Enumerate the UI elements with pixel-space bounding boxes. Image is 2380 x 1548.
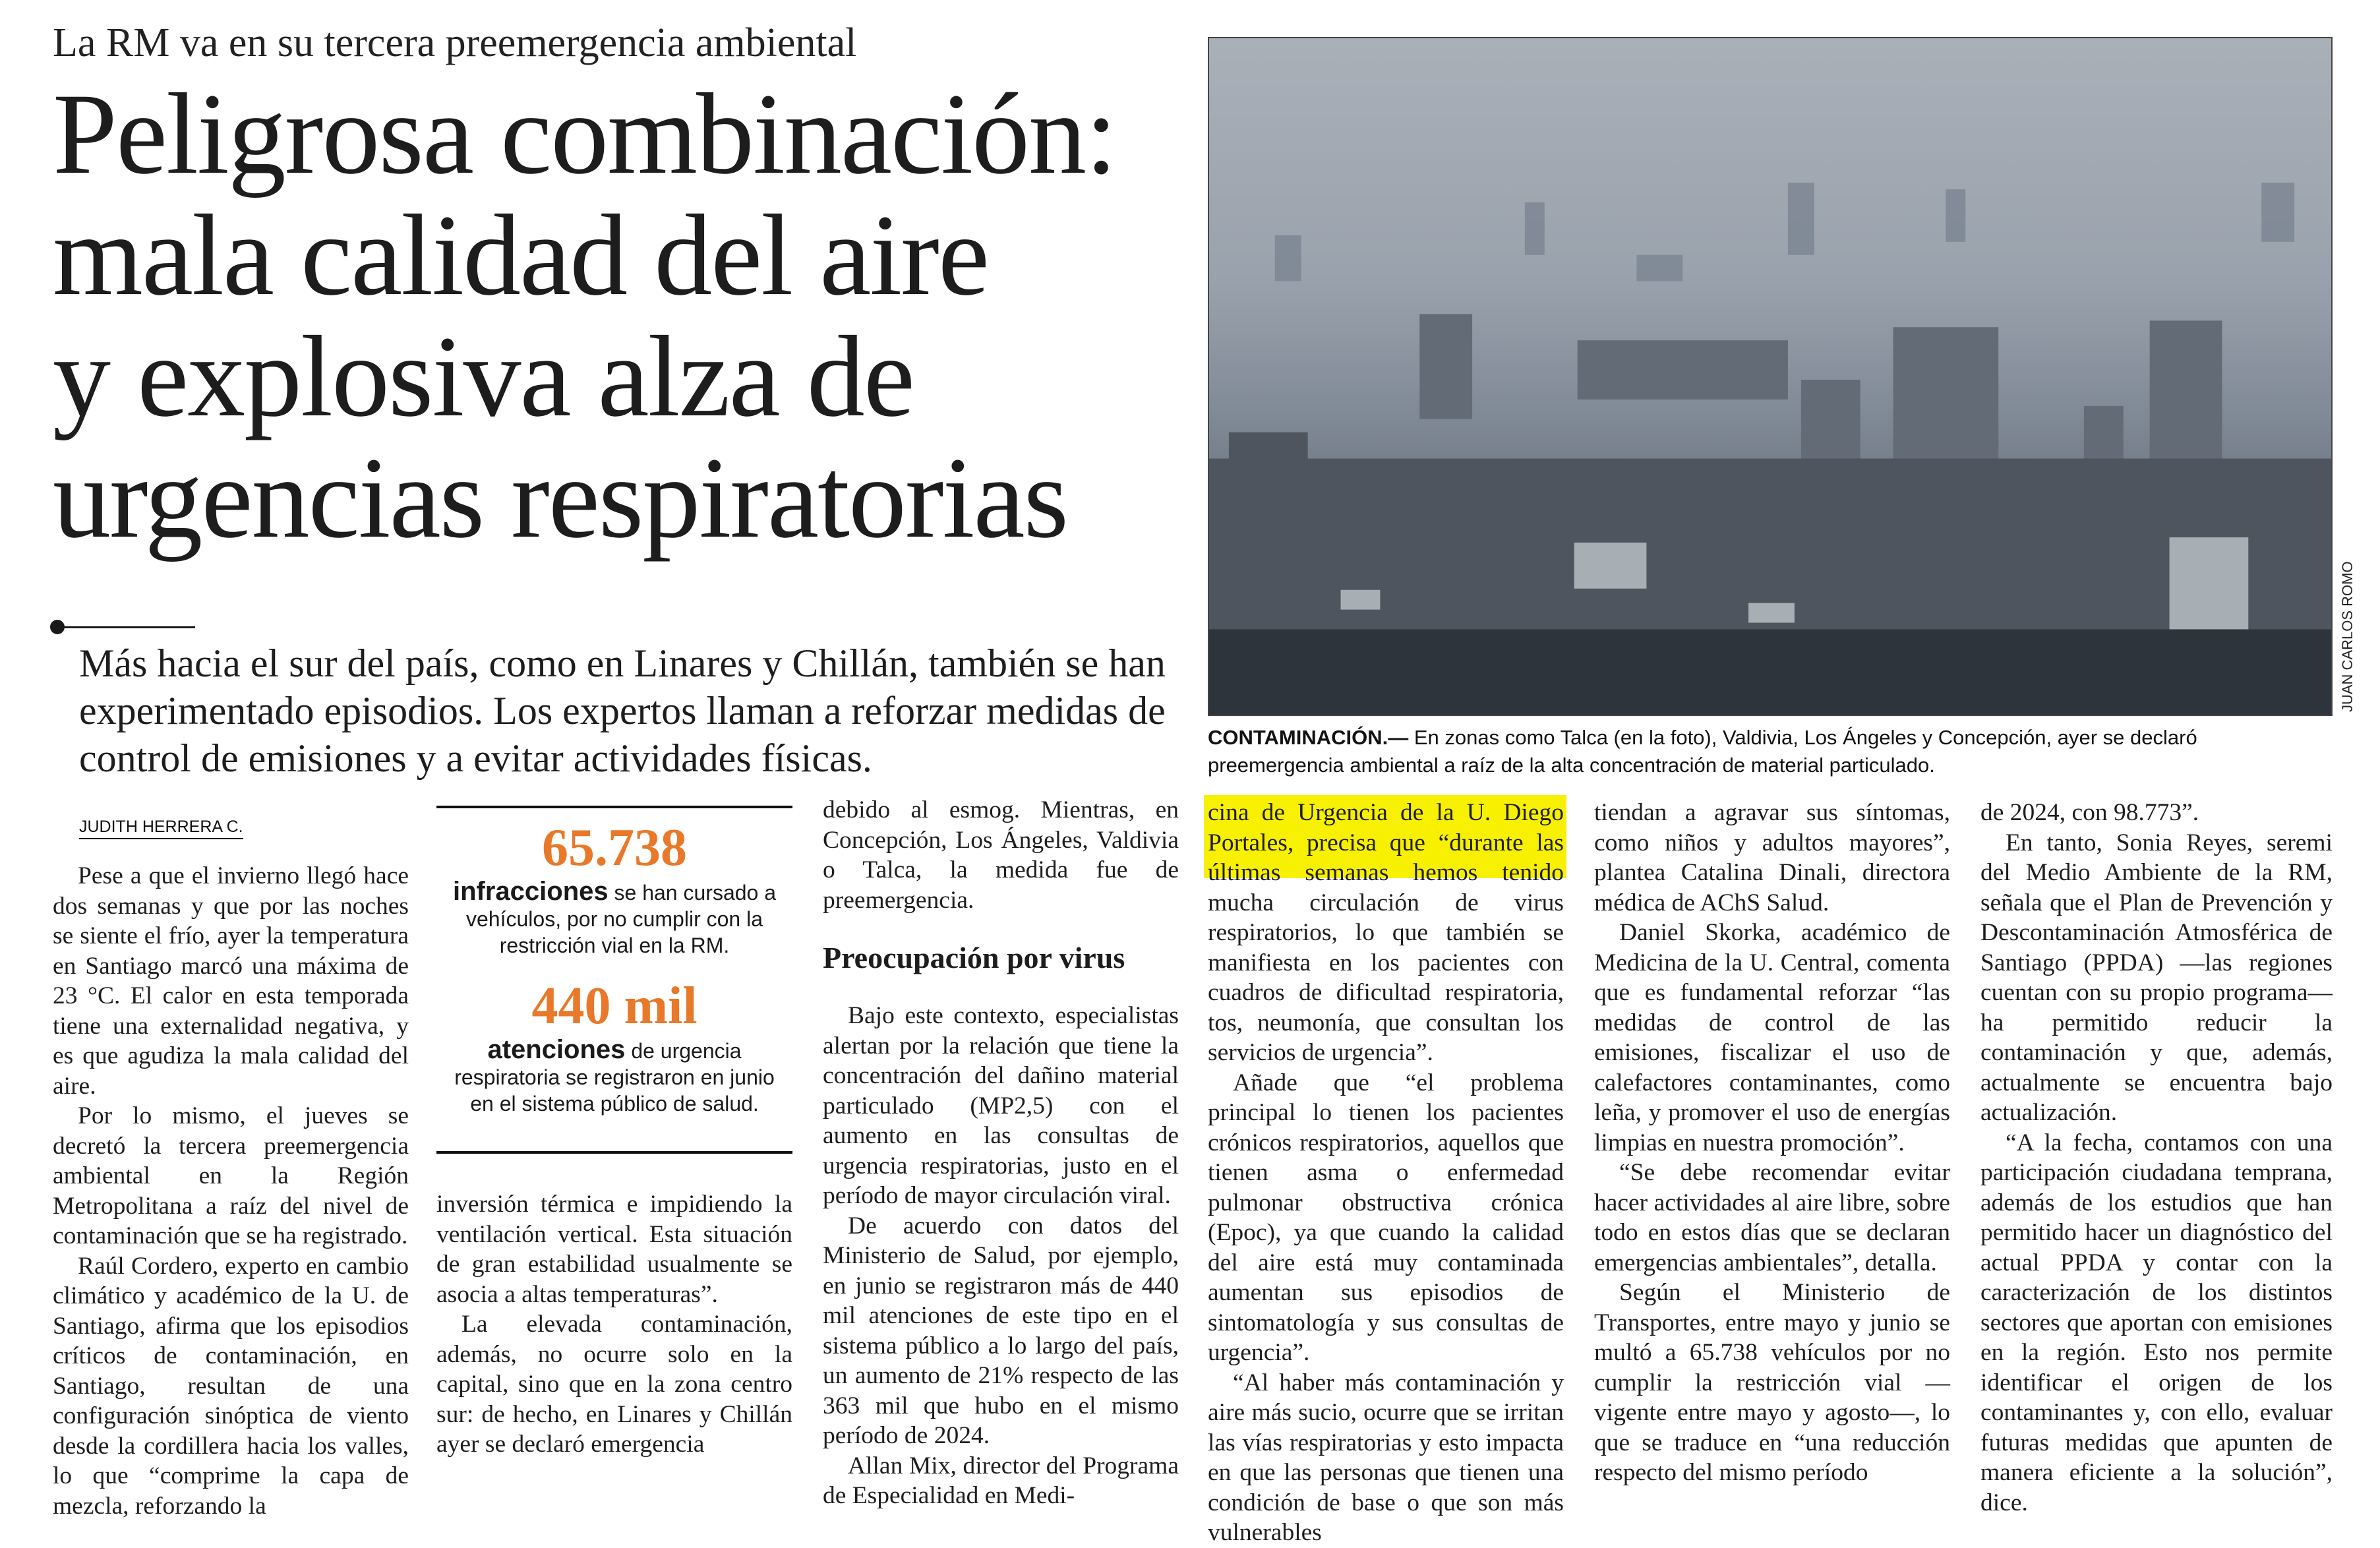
paragraph: “Al haber más contaminación y aire más sucio, ocurre que se irritan las vías respiratorias y esto impacta en que las personas que tienen una condición de base o que son más vulnerables — [1208, 1369, 1564, 1546]
stat-description — [450, 1036, 779, 1117]
column-3 — [823, 1001, 1179, 1511]
stats-box — [436, 806, 792, 1154]
photo-caption — [1208, 724, 2333, 779]
column-6 — [1980, 798, 2333, 1518]
stat-description — [450, 878, 779, 959]
paragraph: Raúl Cordero, experto en cambio climático y académico de la U. de Santiago, afirma que los episodios críticos de contaminación, en Santiago, resultan de una configuración sinóptica de viento desde la cordillera hacia los valles, lo que “comprime la capa de mezcla, reforzando la — [53, 1252, 409, 1520]
stat-text: se han cursado a vehículos, por no cumplir con la restricción vial en la RM. — [466, 881, 777, 957]
paragraph: tiendan a agravar sus síntomas, como niños y adultos mayores”, plantea Catalina Dinali, directora médica de AChS Salud. — [1594, 799, 1950, 916]
caption-text: En zonas como Talca (en la foto), Valdivia, Los Ángeles y Concepción, ayer se declaró preemergencia ambiental a raíz de la alta concentración de material particulado. — [1208, 726, 2197, 777]
paragraph: Añade que “el problema principal lo tienen los pacientes crónicos respiratorios, aquellos que tienen asma o enfermedad pulmonar obstructiva crónica (Epoc), ya que cuando la calidad del aire está muy contaminada aumentan sus episodios de sintomatología y sus consultas de urgencia”. — [1208, 1069, 1564, 1366]
stat-number: 440 mil — [531, 977, 698, 1035]
photo-credit: JUAN CARLOS ROMO — [2339, 561, 2356, 712]
lead-paragraph: Más hacia el sur del país, como en Linares y Chillán, también se han experimentado episodios. Los expertos llaman a reforzar medidas de control de emisiones y a evitar actividades físicas. — [79, 641, 1166, 780]
caption-label: CONTAMINACIÓN.— — [1208, 726, 1409, 749]
headline — [53, 70, 1187, 562]
column-5 — [1594, 798, 1950, 1488]
kicker: La RM va en su tercera preemergencia ambiental — [53, 20, 857, 65]
paragraph: En tanto, Sonia Reyes, seremi del Medio Ambiente de la RM, señala que el Plan de Prevención y Descontaminación Atmosférica de Santiago (PPDA) —las regiones cuentan con su propio programa— ha permitido reducir la contaminación y que, además, actualmente se encuentra bajo actualización. — [1980, 829, 2333, 1126]
section-subhead: Preocupación por virus — [823, 941, 1125, 974]
stat-lead-word: infracciones — [452, 877, 609, 906]
paragraph: de 2024, con 98.773”. — [1980, 799, 2199, 826]
headline-line: Peligrosa combinación: — [53, 70, 1116, 198]
headline-line: mala calidad del aire — [53, 191, 988, 320]
paragraph: Bajo este contexto, especialistas alertan por la relación que tiene la concentración del dañino material particulado (MP2,5) con el aumento en las consultas de urgencia respiratorias, justo en el período de mayor circulación viral. — [823, 1002, 1179, 1209]
paragraph: “Se debe recomendar evitar hacer actividades al aire libre, sobre todo en estos días que se declaran emergencias ambientales”, detalla. — [1594, 1159, 1950, 1276]
paragraph: inversión térmica e impidiendo la ventilación vertical. Esta situación de gran estabilidad usualmente se asocia a altas temperaturas”. — [436, 1191, 792, 1308]
paragraph: Por lo mismo, el jueves se decretó la tercera preemergencia ambiental en la Región Metropolitana a raíz del nivel de contaminación que se ha registrado. — [53, 1102, 409, 1249]
column-3-top — [823, 795, 1179, 915]
stat-lead-word: atenciones — [487, 1035, 626, 1064]
paragraph: Daniel Skorka, académico de Medicina de la U. Central, comenta que es fundamental reforzar “las medidas de control de las emisiones, fiscalizar el uso de calefactores contaminantes, como leña, y promover el uso de energías limpias en nuestra promoción”. — [1594, 919, 1950, 1156]
column-2 — [436, 1189, 792, 1460]
lead-bullet-dot — [50, 620, 65, 634]
paragraph: De acuerdo con datos del Ministerio de Salud, por ejemplo, en junio se registraron más de 440 mil atenciones de este tipo en el sistema público a lo largo del país, un aumento de 21% respecto de las 363 mil que hubo en el mismo período de 2024. — [823, 1212, 1179, 1449]
paragraph: Pese a que el invierno llegó hace dos semanas y que por las noches se siente el frío, ayer la temperatura en Santiago marcó una máxima de 23 °C. El calor en esta temporada tiene una externalidad negativa, y es que agudiza la mala calidad del aire. — [53, 862, 409, 1100]
city-photo-illustration — [1209, 38, 2331, 715]
stat-text: de urgencia respiratoria se registraron en junio en el sistema público de salud. — [454, 1039, 775, 1116]
column-4 — [1208, 798, 1564, 1548]
column-1 — [53, 861, 409, 1521]
paragraph: cina de Urgencia de la U. Diego Portales, precisa que “durante las últimas semanas hemos tenido mucha circulación de virus respiratorios, lo que también se manifiesta en los pacientes con cuadros de dificultad respiratoria, tos, neumonía, que consultan los servicios de urgencia”. — [1208, 799, 1564, 1066]
headline-line: y explosiva alza de — [53, 313, 914, 441]
stat-number: 65.738 — [542, 819, 687, 877]
paragraph: La elevada contaminación, además, no ocurre solo en la capital, sino que en la zona centro sur: de hecho, en Linares y Chillán ayer se declaró emergencia — [436, 1311, 792, 1458]
city-smog-photo — [1208, 37, 2333, 716]
paragraph: Según el Ministerio de Transportes, entre mayo y junio se multó a 65.738 vehículos por no cumplir la restricción vial —vigente entre mayo y agosto—, lo que se traduce en “una reducción respecto del mismo período — [1594, 1279, 1950, 1486]
headline-line: urgencias respiratorias — [53, 434, 1068, 562]
paragraph: debido al esmog. Mientras, en Concepción, Los Ángeles, Valdivia o Talca, la medida fue de preemergencia. — [823, 796, 1179, 914]
paragraph: Allan Mix, director del Programa de Especialidad en Medi- — [823, 1452, 1179, 1509]
paragraph: “A la fecha, contamos con una participación ciudadana temprana, además de los estudios que han permitido hacer un diagnóstico del actual PPDA y contar con la caracterización de los distintos sectores que aportan con emisiones en la región. Esto nos permite identificar el origen de los contaminantes y, con ello, evaluar futuras medidas que apunten de manera eficiente a la solución”, dice. — [1980, 1129, 2333, 1516]
byline: JUDITH HERRERA C. — [79, 818, 243, 839]
lead-bullet-rule — [63, 626, 195, 628]
